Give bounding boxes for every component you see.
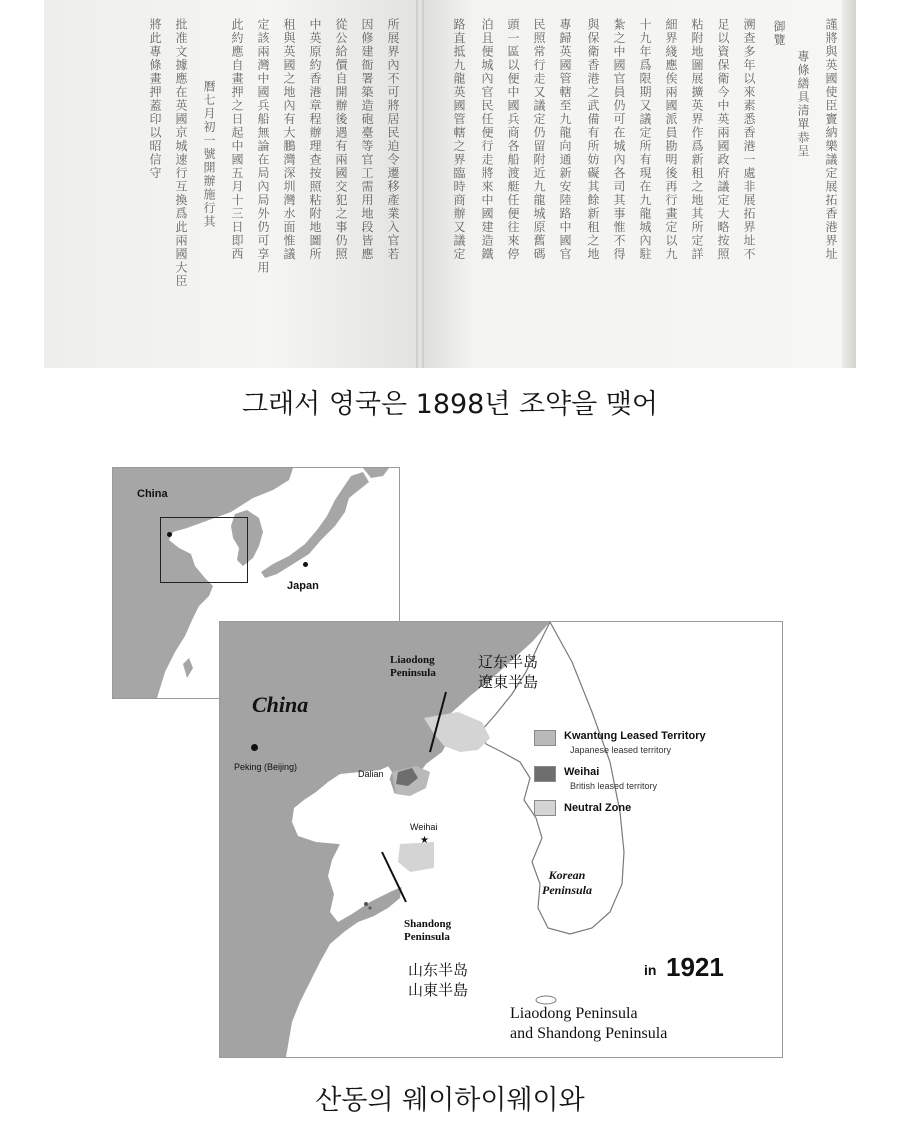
island [364,902,368,906]
document-text-column: 紮之中國官員仍可在城內各司其事惟不得 [612,18,626,261]
label-shandong-en [404,918,451,944]
label-shandong-en-line1: Shandong [404,918,452,930]
legend-sublabel-kwantung: Japanese leased territory [570,745,672,755]
document-text-column: 謹將與英國使臣竇納樂議定展拓香港界址 [824,18,838,261]
document-text-column: 粘附地圖展擴英界作爲新租之地其所定詳 [690,18,704,261]
legend-label-neutral: Neutral Zone [564,802,632,814]
treaty-document-photo [44,0,856,368]
label-korean-line2: Peninsula [542,883,593,897]
label-liaodong-zh [478,652,538,692]
label-liaodong-zh-simplified: 辽东半岛 [478,653,539,671]
label-weihai: Weihai [410,822,438,832]
label-dalian: Dalian [358,769,384,779]
document-text-column: 此約應自畫押之日起中國五月十三日即西 [230,18,244,261]
document-text-column: 所展界內不可將居民迫令遷移產業入官若 [386,18,400,261]
legend-sublabel-weihai: British leased territory [570,781,658,791]
map-title [510,1004,667,1044]
document-text-column: 泊且便城內官民任便行走將來中國建造鐵 [480,18,494,261]
document-text-column: 民照常行走又議定仍留附近九龍城原舊碼 [532,18,546,261]
label-korean-peninsula [542,868,592,898]
detail-map [219,621,783,1058]
label-year-prefix: in [644,962,657,978]
overview-beijing-dot [167,532,172,537]
overview-taiwan [183,658,193,678]
label-year: 1921 [666,952,724,982]
caption-top: 그래서 영국은 1898년 조약을 맺어 [241,389,659,420]
legend-label-kwantung: Kwantung Leased Territory [564,730,706,742]
document-text-column: 御覽 [772,20,786,47]
overview-label-china: China [137,488,168,500]
peking-dot [251,744,258,751]
document-text-column: 批准文據應在英國京城速行互換爲此兩國大臣 [174,18,188,288]
label-liaodong-en [390,654,436,680]
document-text-column: 與保衛香港之武備有所妨礙其餘新租之地 [586,18,600,261]
label-china: China [252,692,309,717]
label-peking: Peking (Beijing) [234,762,298,772]
label-shandong-zh-traditional: 山東半島 [408,981,469,999]
label-shandong-zh-simplified: 山东半岛 [408,961,469,979]
map-title-line1: Liaodong Peninsula [510,1005,638,1022]
document-text-column: 專歸英國管轄至九龍向通新安陸路中國官 [558,18,572,261]
document-text-column: 細界綫應俟兩國派員勘明後再行畫定以九 [664,18,678,261]
document-text-column: 定該兩灣中國兵船無論在局內局外仍可享用 [256,18,270,275]
label-liaodong-en-line1: Liaodong [390,654,435,666]
document-text-column: 中英原約香港章程辦理查按照粘附地圖所 [308,18,322,261]
overview-japan [261,472,369,578]
overview-tokyo-dot [303,562,308,567]
document-text-column: 十九年爲限期又議定所有現在九龍城內駐 [638,18,652,261]
document-page-edge [842,0,856,368]
document-text-column: 頭一區以便中國兵商各船渡艇任便往來停 [506,18,520,261]
label-korean-line1: Korean [548,868,586,882]
document-text-column: 租與英國之地內有大鵬灣深圳灣水面惟議 [282,18,296,261]
label-liaodong-en-line2: Peninsula [390,667,436,679]
document-text-column: 專條繕具清單恭呈 [796,50,810,158]
document-text-column: 從公給價自開辦後遇有兩國交犯之事仍照 [334,18,348,261]
overview-zoom-box [160,517,248,583]
overview-japan-north [363,468,389,478]
document-text-column: 路直抵九龍英國管轄之界臨時商辦又議定 [452,18,466,261]
caption-bottom: 산동의 웨이하이웨이와 [315,1085,585,1116]
legend-label-weihai: Weihai [564,766,600,778]
weihai-star-icon: ★ [420,835,429,846]
label-liaodong-zh-traditional: 遼東半島 [478,673,539,691]
label-shandong-en-line2: Peninsula [404,931,450,943]
overview-label-japan: Japan [287,580,319,592]
document-text-column: 將此專條畫押蓋印以昭信守 [148,18,162,180]
island [369,907,372,910]
legend-swatch-kwantung [534,730,556,746]
document-text-column: 足以資保衛今中英兩國政府議定大略按照 [716,18,730,261]
legend-swatch-neutral [534,800,556,816]
document-text-column: 因修建衙署築造砲臺等官工需用地段皆應 [360,18,374,261]
label-shandong-zh [408,960,468,1000]
document-text-column: 溯查多年以來素悉香港一處非展拓界址不 [742,18,756,261]
document-text-column: 曆七月初一號開辦施行其 [202,80,216,229]
map-title-line2: and Shandong Peninsula [510,1025,668,1042]
legend-swatch-weihai [534,766,556,782]
document-gutter [416,0,424,368]
